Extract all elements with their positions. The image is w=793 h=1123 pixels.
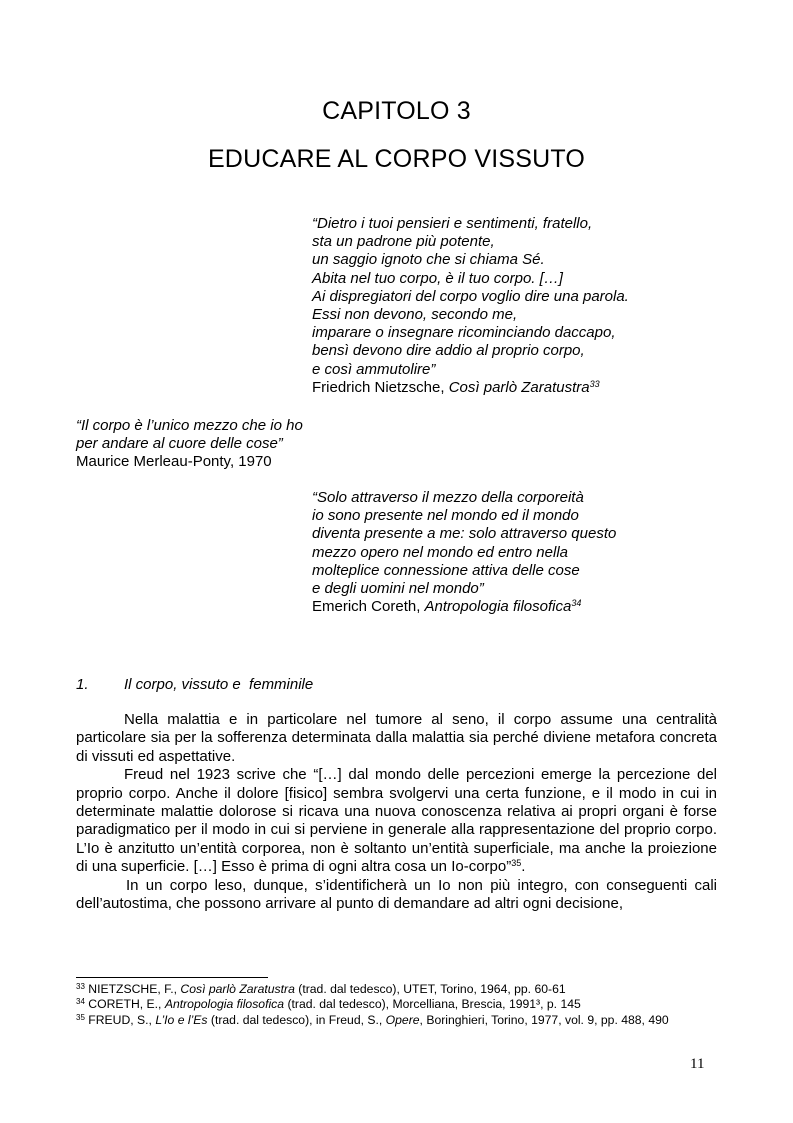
footnote-number: 35: [76, 1012, 85, 1022]
epigraph-line: “Dietro i tuoi pensieri e sentimenti, fratello,: [312, 215, 593, 232]
epigraph-line: io sono presente nel mondo ed il mondo: [312, 507, 579, 525]
paragraph-text: Nella malattia e in particolare nel tumore al seno, il corpo assume una centralità particolare sia per la sofferenza determinata dalla malattia sia perché diviene metafora concreta di vissuti ed aspettative.: [76, 711, 717, 765]
footnote-title: Così parlò Zaratustra: [180, 982, 295, 996]
paragraph: [76, 877, 717, 914]
footnote-title: L’Io e l’Es: [155, 1012, 208, 1027]
chapter-number: CAPITOLO 3: [322, 97, 471, 125]
footnote-text: CORETH, E.,: [84, 997, 165, 1012]
epigraph-attribution: [312, 379, 629, 397]
section-title: Il corpo, vissuto e femminile: [124, 676, 314, 693]
body-text: [76, 711, 717, 913]
footnote-text: (trad. dal tedesco), in Freud, S.,: [207, 1012, 386, 1027]
paragraph-text: In un corpo leso, dunque, s’identificherà un Io non più integro, con conseguenti cali dell’autostima, che possono arrivare al punto di demandare ad altri ogni decisione,: [76, 876, 717, 913]
epigraph-line: sta un padrone più potente,: [312, 233, 495, 251]
footnotes: [76, 982, 717, 1028]
paragraph: [76, 766, 717, 876]
epigraph-author: Friedrich Nietzsche,: [312, 378, 449, 396]
paragraph: [76, 711, 717, 766]
section-heading: [76, 676, 313, 693]
footnote-number: 34: [76, 997, 85, 1007]
epigraph-merleau-ponty: [76, 417, 303, 472]
epigraph-line: imparare o insegnare ricominciando daccapo,: [312, 324, 616, 342]
footnote-ref[interactable]: 33: [589, 378, 600, 389]
epigraph-line: bensì devono dire addio al proprio corpo,: [312, 342, 585, 360]
epigraph-line: molteplice connessione attiva delle cose: [312, 561, 580, 579]
epigraph-work: Così parlò Zaratustra: [448, 378, 590, 396]
footnote-number: 33: [76, 982, 85, 991]
epigraph-line: “Solo attraverso il mezzo della corporeità: [312, 489, 584, 506]
epigraph-author: Emerich Coreth,: [312, 598, 425, 616]
epigraph-line: un saggio ignoto che si chiama Sé.: [312, 251, 545, 269]
epigraph-line: per andare al cuore delle cose”: [76, 435, 283, 453]
epigraph-line: mezzo opero nel mondo ed entro nella: [312, 543, 568, 561]
epigraph-attribution: [312, 598, 616, 616]
chapter-title: EDUCARE AL CORPO VISSUTO: [207, 145, 586, 173]
footnote: [76, 1013, 717, 1028]
footnote: [76, 997, 717, 1012]
epigraph-line: Ai dispregiatori del corpo voglio dire una parola.: [312, 287, 629, 305]
footnote-ref[interactable]: 35: [511, 858, 522, 869]
epigraph-nietzsche: [312, 215, 629, 397]
footnote-text: NIETZSCHE, F.,: [84, 982, 181, 996]
footnote-text: , Boringhieri, Torino, 1977, vol. 9, pp. 488, 490: [419, 1012, 669, 1027]
footnote-text: FREUD, S.,: [84, 1012, 156, 1027]
footnote-ref[interactable]: 34: [571, 598, 582, 609]
footnote-divider: [76, 977, 268, 978]
footnote-title: Opere: [385, 1012, 420, 1027]
footnote-text: (trad. dal tedesco), UTET, Torino, 1964, pp. 60-61: [294, 982, 566, 996]
paragraph-text: Freud nel 1923 scrive che “[…] dal mondo delle percezioni emerge la percezione del proprio corpo. Anche il dolore [fisico] sembra svolgervi una certa funzione, e il modo in cui in determinate malattie dolorose si ricava una nuova conoscenza relativa ai propri organi è forse paradigmatico per il modo in cui si perviene in generale alla rappresentazione del proprio corpo. L’Io è anzitutto un’entità corporea, non è soltanto un’entità superficiale, ma anche la proiezione di una superficie. […] Esso è prima di ogni altra cosa un Io-corpo”: [76, 766, 717, 876]
epigraph-line: Abita nel tuo corpo, è il tuo corpo. […]: [312, 269, 563, 287]
epigraph-line: Essi non devono, secondo me,: [312, 306, 518, 324]
footnote: [76, 982, 717, 997]
paragraph-text-tail: .: [521, 858, 526, 876]
epigraph-line: e così ammutolire”: [312, 360, 436, 378]
section-number: 1.: [76, 676, 89, 693]
epigraph-line: diventa presente a me: solo attraverso questo: [312, 525, 617, 543]
epigraph-coreth: [312, 489, 616, 616]
epigraph-line: “Il corpo è l’unico mezzo che io ho: [76, 417, 303, 434]
page-number: 11: [690, 1056, 705, 1072]
epigraph-work: Antropologia filosofica: [424, 598, 572, 616]
epigraph-author: Maurice Merleau-Ponty, 1970: [76, 453, 272, 471]
footnote-text: (trad. dal tedesco), Morcelliana, Brescia, 1991³, p. 145: [284, 997, 581, 1012]
epigraph-line: e degli uomini nel mondo”: [312, 580, 484, 598]
footnote-title: Antropologia filosofica: [164, 997, 285, 1012]
